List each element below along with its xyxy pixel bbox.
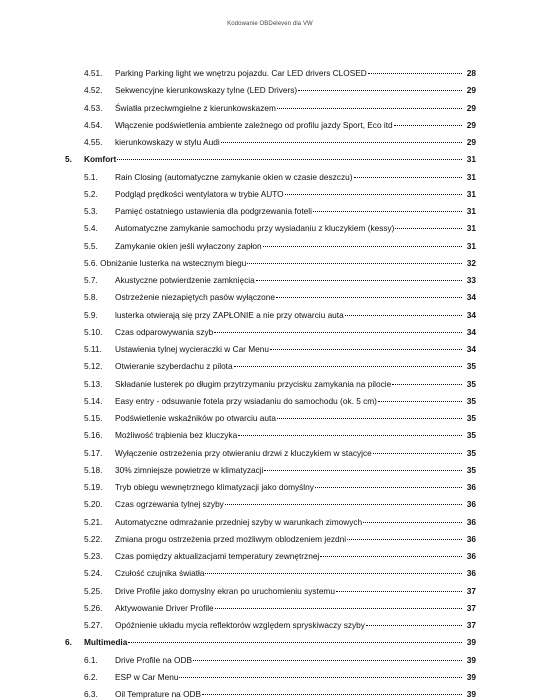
toc-dot-leader	[215, 608, 462, 609]
toc-page-number: 31	[466, 223, 476, 234]
toc-dot-leader	[354, 177, 463, 178]
toc-page-number: 39	[466, 689, 476, 699]
toc-dot-leader	[247, 263, 462, 264]
toc-page-number: 34	[466, 309, 476, 320]
toc-entry-title: Multimedia	[84, 637, 128, 648]
toc-dot-leader	[392, 384, 462, 385]
toc-entry-line	[115, 66, 463, 80]
toc-entry-number: 5.19.	[84, 482, 103, 492]
toc-dot-leader	[263, 246, 462, 247]
toc-entry[interactable]	[0, 515, 540, 529]
toc-entry-title: 30% zimniejsze powietrze w klimatyzacji	[115, 464, 264, 475]
toc-entry-title: Czas ogrzewania tylnej szyby	[115, 499, 224, 510]
toc-entry-number: 5.18.	[84, 464, 103, 475]
toc-entry-line	[115, 221, 463, 235]
toc-entry-line	[115, 394, 463, 408]
toc-entry-line	[115, 273, 463, 287]
toc-entry-line	[115, 566, 463, 580]
toc-entry-line	[115, 411, 463, 425]
toc-entry-number: 6.3.	[84, 689, 98, 699]
toc-entry-number: 5.27.	[84, 620, 103, 630]
toc-entry-line	[115, 428, 463, 442]
toc-entry-line	[115, 204, 463, 218]
toc-entry[interactable]	[0, 394, 540, 408]
toc-entry-number: 5.1.	[84, 171, 98, 182]
toc-entry-line	[115, 532, 463, 546]
toc-entry-line	[115, 377, 463, 391]
toc-entry[interactable]	[0, 118, 540, 132]
toc-page-number: 32	[466, 257, 476, 268]
toc-entry-line	[115, 549, 463, 563]
toc-entry-number: 5.12.	[84, 361, 103, 372]
toc-page-number: 31	[466, 206, 476, 216]
toc-dot-leader	[277, 108, 462, 109]
toc-entry-line	[115, 670, 463, 684]
toc-entry-line	[115, 446, 463, 460]
toc-entry-number: 5.20.	[84, 499, 103, 510]
toc-dot-leader	[128, 642, 462, 643]
toc-entry-title: Easy entry - odsuwanie fotela przy wsiadaniu do samochodu (ok. 5 cm)	[115, 395, 377, 406]
toc-entry-title: Światła przeciwmgielne z kierunkowskazem	[115, 102, 276, 113]
toc-page-number: 29	[466, 85, 476, 96]
toc-dot-leader	[238, 435, 462, 436]
toc-entry-number: 5.8.	[84, 292, 98, 303]
toc-page-number: 31	[466, 188, 476, 199]
toc-page-number: 37	[466, 602, 476, 613]
toc-entry[interactable]	[0, 325, 540, 339]
toc-page-number: 29	[466, 102, 476, 113]
toc-entry[interactable]	[0, 497, 540, 511]
toc-entry-title: Komfort	[84, 154, 117, 165]
toc-entry-title: Czułość czujnika światła	[115, 568, 205, 579]
toc-entry-number: 5.26.	[84, 602, 103, 613]
toc-page-number: 39	[466, 671, 476, 682]
toc-page-number: 36	[466, 551, 476, 561]
toc-dot-leader	[225, 504, 462, 505]
toc-entry[interactable]	[0, 101, 540, 115]
toc-entry-number: 5.5.	[84, 240, 98, 251]
toc-entry[interactable]	[0, 566, 540, 580]
toc-dot-leader	[256, 280, 462, 281]
toc-page-number: 31	[466, 154, 476, 165]
toc-entry[interactable]	[0, 480, 540, 494]
toc-entry-number: 5.17.	[84, 447, 103, 458]
toc-entry-title: Sekwencyjne kierunkowskazy tylne (LED Drivers)	[115, 85, 298, 96]
toc-dot-leader	[285, 194, 462, 195]
toc-dot-leader	[366, 625, 462, 626]
toc-entry-line	[115, 101, 463, 115]
toc-entry[interactable]	[0, 83, 540, 97]
toc-dot-leader	[205, 573, 462, 574]
toc-page-number: 35	[466, 464, 476, 475]
toc-entry-title: Składanie lusterek po długim przytrzymaniu przycisku zamykania na pilocie	[115, 378, 392, 389]
toc-entry[interactable]	[0, 687, 540, 699]
toc-dot-leader	[378, 401, 462, 402]
toc-entry-title: Opóźnienie układu mycia reflektorów względem spryskiwaczy szyby	[115, 620, 365, 630]
toc-entry-number: 5.11.	[84, 344, 102, 354]
toc-page-number: 34	[466, 344, 476, 354]
toc-entry[interactable]	[0, 308, 540, 322]
toc-dot-leader	[373, 453, 462, 454]
toc-entry-number: 6.1.	[84, 654, 98, 665]
toc-entry-title: Podgląd prędkości wentylatora w trybie AUTO	[115, 188, 284, 199]
toc-entry[interactable]	[0, 66, 540, 80]
toc-entry[interactable]	[0, 239, 540, 253]
toc-dot-leader	[394, 125, 462, 126]
toc-entry-line	[115, 584, 463, 598]
toc-entry-title: Zmiana progu ostrzeżenia przed możliwym oblodzeniem jezdni	[115, 533, 347, 544]
toc-entry-title: Wyłączenie ostrzeżenia przy otwieraniu drzwi z kluczykiem w stacyjce	[115, 447, 372, 458]
toc-page-number: 29	[466, 137, 476, 147]
toc-entry-title: Rain Closing (automatyczne zamykanie okien w czasie deszczu)	[115, 171, 353, 182]
toc-entry-number: 4.53.	[84, 102, 103, 113]
toc-dot-leader	[315, 487, 462, 488]
toc-entry-number: 5.14.	[84, 395, 103, 406]
toc-entry[interactable]	[0, 377, 540, 391]
toc-entry-line	[84, 152, 463, 166]
toc-dot-leader	[179, 677, 462, 678]
toc-dot-leader	[345, 315, 462, 316]
toc-entry-title: Akustyczne potwierdzenie zamknięcia	[115, 275, 255, 285]
toc-page-number: 34	[466, 292, 476, 303]
toc-dot-leader	[193, 660, 462, 661]
toc-entry[interactable]	[0, 256, 540, 270]
toc-page-number: 34	[466, 326, 476, 337]
toc-dot-leader	[320, 556, 462, 557]
toc-entry-line	[84, 635, 463, 649]
toc-dot-leader	[276, 297, 462, 298]
toc-entry[interactable]	[0, 135, 540, 149]
toc-entry-line	[115, 118, 463, 132]
toc-dot-leader	[277, 418, 462, 419]
toc-entry[interactable]	[0, 359, 540, 373]
toc-page-number: 28	[466, 68, 476, 78]
toc-dot-leader	[214, 332, 462, 333]
toc-entry[interactable]	[0, 170, 540, 184]
toc-entry-number: 5.21.	[84, 516, 103, 527]
toc-entry[interactable]	[0, 446, 540, 460]
toc-entry[interactable]	[0, 584, 540, 598]
toc-page-number: 35	[466, 395, 476, 406]
toc-entry-line	[115, 325, 463, 339]
toc-entry-title: Parking Parking light we wnętrzu pojazdu. Car LED drivers CLOSED	[115, 68, 367, 78]
toc-page-number: 39	[466, 654, 476, 665]
toc-entry-number: 5.9.	[84, 309, 98, 320]
toc-entry-line	[115, 480, 463, 494]
toc-entry-line	[115, 653, 463, 667]
toc-entry-title: Ustawienia tylnej wycieraczki w Car Menu	[115, 344, 270, 354]
toc-dot-leader	[221, 142, 462, 143]
toc-page-number: 35	[466, 361, 476, 372]
toc-entry[interactable]	[0, 342, 540, 356]
toc-page-number: 36	[466, 499, 476, 510]
toc-entry-title: Drive Profile jako domyslny ekran po uruchomieniu systemu	[115, 585, 335, 596]
toc-page-number: 31	[466, 240, 476, 251]
toc-entry-number: 4.51.	[84, 68, 103, 78]
toc-entry-number: 5.15.	[84, 413, 103, 423]
toc-entry[interactable]	[0, 221, 540, 235]
toc-entry-title: Zamykanie okien jeśli wyłaczony zapłon	[115, 240, 262, 251]
toc-entry-line	[115, 308, 463, 322]
toc-dot-leader	[234, 366, 462, 367]
toc-entry-number: 5.4.	[84, 223, 98, 234]
toc-entry-number: 5.22.	[84, 533, 103, 544]
toc-entry[interactable]	[0, 532, 540, 546]
toc-entry-line	[115, 290, 463, 304]
toc-dot-leader	[368, 73, 462, 74]
toc-entry-number: 5.3.	[84, 206, 98, 216]
toc-page-number: 31	[466, 171, 476, 182]
toc-entry-title: 5.6. Obniżanie lusterka na wstecznym biegu	[84, 257, 247, 268]
toc-entry-number: 5.7.	[84, 275, 98, 285]
toc-entry-title: Otwieranie szyberdachu z pilota	[115, 361, 233, 372]
toc-entry-title: Podświetlenie wskaźników po otwarciu auta	[115, 413, 276, 423]
toc-entry[interactable]	[0, 670, 540, 684]
toc-entry-line	[115, 239, 463, 253]
toc-entry-title: Automatyczne zamykanie samochodu przy wysiadaniu z kluczykiem (kessy)	[115, 223, 395, 234]
toc-entry-title: Automatyczne odmrażanie przedniej szyby w warunkach zimowych	[115, 516, 363, 527]
toc-entry-number: 6.	[65, 637, 72, 648]
toc-dot-leader	[298, 90, 462, 91]
toc-entry[interactable]	[0, 618, 540, 632]
toc-page-number: 36	[466, 568, 476, 579]
toc-entry[interactable]	[0, 653, 540, 667]
toc-entry-line	[115, 497, 463, 511]
toc-entry-number: 5.	[65, 154, 72, 165]
toc-page-number: 37	[466, 620, 476, 630]
toc-entry-line	[115, 135, 463, 149]
toc-page-number: 39	[466, 637, 476, 648]
toc-entry-line	[115, 601, 463, 615]
toc-entry-number: 5.16.	[84, 430, 103, 441]
toc-page-number: 35	[466, 413, 476, 423]
toc-entry-line	[115, 359, 463, 373]
toc-entry-number: 5.13.	[84, 378, 103, 389]
toc-page-number: 29	[466, 119, 476, 130]
toc-page-number: 37	[466, 585, 476, 596]
toc-entry-line	[115, 342, 463, 356]
toc-entry-number: 5.2.	[84, 188, 98, 199]
toc-entry-title: Włączenie podświetlenia ambiente zależnego od profilu jazdy Sport, Eco itd	[115, 119, 393, 130]
toc-page-number: 36	[466, 482, 476, 492]
toc-entry-line	[115, 187, 463, 201]
toc-page-number: 33	[466, 275, 476, 285]
toc-entry-line	[115, 170, 463, 184]
toc-page-number: 36	[466, 516, 476, 527]
toc-entry-title: Tryb obiegu wewnętrznego klimatyzacji jako domyślny	[115, 482, 314, 492]
toc-entry-title: kierunkowskazy w stylu Audi	[115, 137, 220, 147]
toc-entry-number: 4.55.	[84, 137, 103, 147]
toc-chapter-entry[interactable]	[0, 152, 540, 166]
toc-page-number: 35	[466, 378, 476, 389]
toc-entry[interactable]	[0, 204, 540, 218]
toc-entry[interactable]	[0, 463, 540, 477]
toc-entry-title: Możliwość trąbienia bez kluczyka	[115, 430, 238, 441]
toc-entry-number: 5.23.	[84, 551, 103, 561]
toc-entry[interactable]	[0, 549, 540, 563]
toc-dot-leader	[395, 228, 462, 229]
toc-page-number: 35	[466, 447, 476, 458]
toc-entry-number: 5.24.	[84, 568, 103, 579]
toc-entry[interactable]	[0, 428, 540, 442]
toc-dot-leader	[313, 211, 462, 212]
running-header: Kodowanie OBDeleven dla VW	[227, 21, 313, 27]
toc-entry[interactable]	[0, 290, 540, 304]
toc-entry-number: 4.54.	[84, 119, 103, 130]
toc-entry[interactable]	[0, 273, 540, 287]
toc-entry-title: Czas odparowywania szyb	[115, 326, 214, 337]
toc-chapter-entry[interactable]	[0, 635, 540, 649]
toc-entry-line	[115, 515, 463, 529]
toc-entry-title: Oil Temprature na ODB	[115, 689, 202, 699]
toc-entry-number: 4.52.	[84, 85, 103, 96]
toc-entry-number: 6.2.	[84, 671, 98, 682]
toc-entry-number: 5.10.	[84, 326, 103, 337]
toc-entry-title: ESP w Car Menu	[115, 671, 179, 682]
toc-entry-title: Pamięć ostatniego ustawienia dla podgrzewania foteli	[115, 206, 312, 216]
toc-entry-line	[115, 83, 463, 97]
toc-entry[interactable]	[0, 187, 540, 201]
toc-entry-number: 5.25.	[84, 585, 103, 596]
toc-dot-leader	[363, 522, 462, 523]
toc-entry-title: Aktywowanie Driver Profile	[115, 602, 214, 613]
toc-dot-leader	[117, 159, 462, 160]
toc-dot-leader	[270, 349, 462, 350]
toc-dot-leader	[202, 694, 462, 695]
toc-dot-leader	[347, 539, 462, 540]
toc-entry-line	[115, 618, 463, 632]
toc-entry-line	[115, 463, 463, 477]
toc-entry-title: lusterka otwierają się przy ZAPŁONIE a nie przy otwarciu auta	[115, 309, 344, 320]
toc-entry[interactable]	[0, 601, 540, 615]
toc-page-number: 36	[466, 533, 476, 544]
toc-page-number: 35	[466, 430, 476, 441]
toc-entry-title: Ostrzeżenie niezapiętych pasów wyłączone	[115, 292, 276, 303]
toc-entry-line	[84, 256, 463, 270]
toc-entry-title: Drive Profile na ODB	[115, 654, 193, 665]
toc-entry-line	[115, 687, 463, 699]
toc-entry[interactable]	[0, 411, 540, 425]
toc-entry-title: Czas pomiędzy aktualizacjami temperatury zewnętrznej	[115, 551, 320, 561]
toc-dot-leader	[264, 470, 462, 471]
toc-dot-leader	[336, 591, 462, 592]
